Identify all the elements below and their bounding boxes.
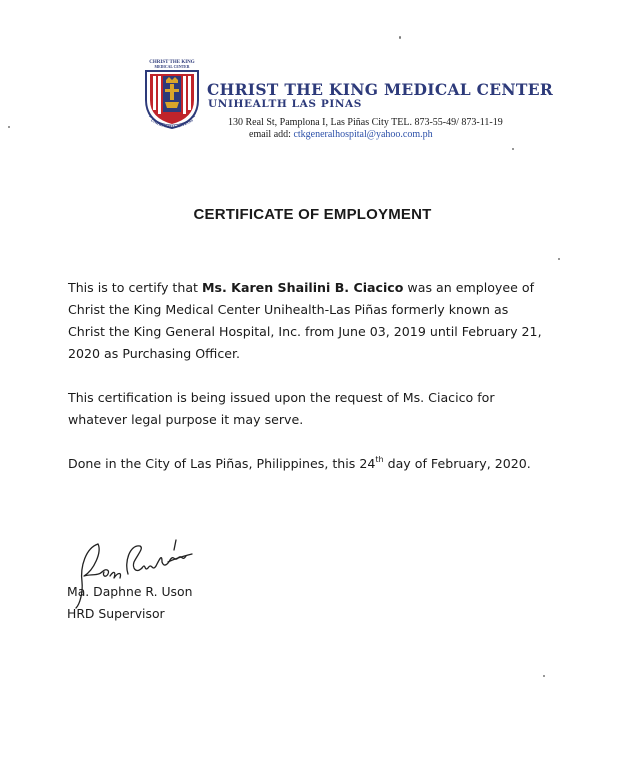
employee-name: Ms. Karen Shailini B. Ciacico (201, 280, 404, 295)
paragraph-purpose: This certification is being issued upon the request of Ms. Ciacico for whatever legal purpose it may serve. (68, 390, 495, 427)
org-email (249, 129, 433, 140)
hospital-logo-icon (141, 58, 203, 132)
paragraph-certify (68, 277, 548, 365)
scan-speck (543, 675, 545, 677)
paragraph-done (68, 453, 548, 475)
p3-post: day of February, 2020. (383, 456, 531, 471)
p1-post: was an employee of Christ the King Medical Center Unihealth-Las Piñas formerly known as Christ the King General Hospital, Inc. from June 03, 2019 until February 21, 2020 as Purchasing Officer. (68, 280, 542, 361)
scan-speck (558, 258, 560, 260)
scan-speck (512, 148, 514, 150)
scan-speck (8, 126, 10, 128)
signatory-block (67, 581, 192, 625)
scan-speck (399, 36, 401, 39)
logo-top-text-2: MEDICAL CENTER (154, 65, 190, 69)
email-label: email add: (249, 129, 294, 140)
p3-pre: Done in the City of Las Piñas, Philippines, this 24 (68, 456, 376, 471)
org-name: CHRIST THE KING MEDICAL CENTER (207, 80, 554, 99)
org-subtitle: UNIHEALTH LAS PINAS (208, 98, 362, 110)
logo-top-text: CHRIST THE KING (149, 60, 195, 65)
certificate-body (68, 277, 548, 497)
email-value: ctkgeneralhospital@yahoo.com.ph (293, 129, 433, 140)
signatory-position: HRD Supervisor (67, 606, 165, 621)
org-address: 130 Real St, Pamplona I, Las Piñas City TEL. 873-55-49/ 873-11-19 (228, 117, 503, 128)
p1-pre: This is to certify that (68, 280, 202, 295)
p3-sup: th (375, 454, 384, 464)
document-title (0, 206, 631, 223)
document-title-text: CERTIFICATE OF EMPLOYMENT (193, 206, 432, 223)
logo-bottom-text: UNIHEALTH LAS PINAS (150, 117, 194, 130)
signatory-name: Ma. Daphne R. Uson (67, 584, 193, 599)
